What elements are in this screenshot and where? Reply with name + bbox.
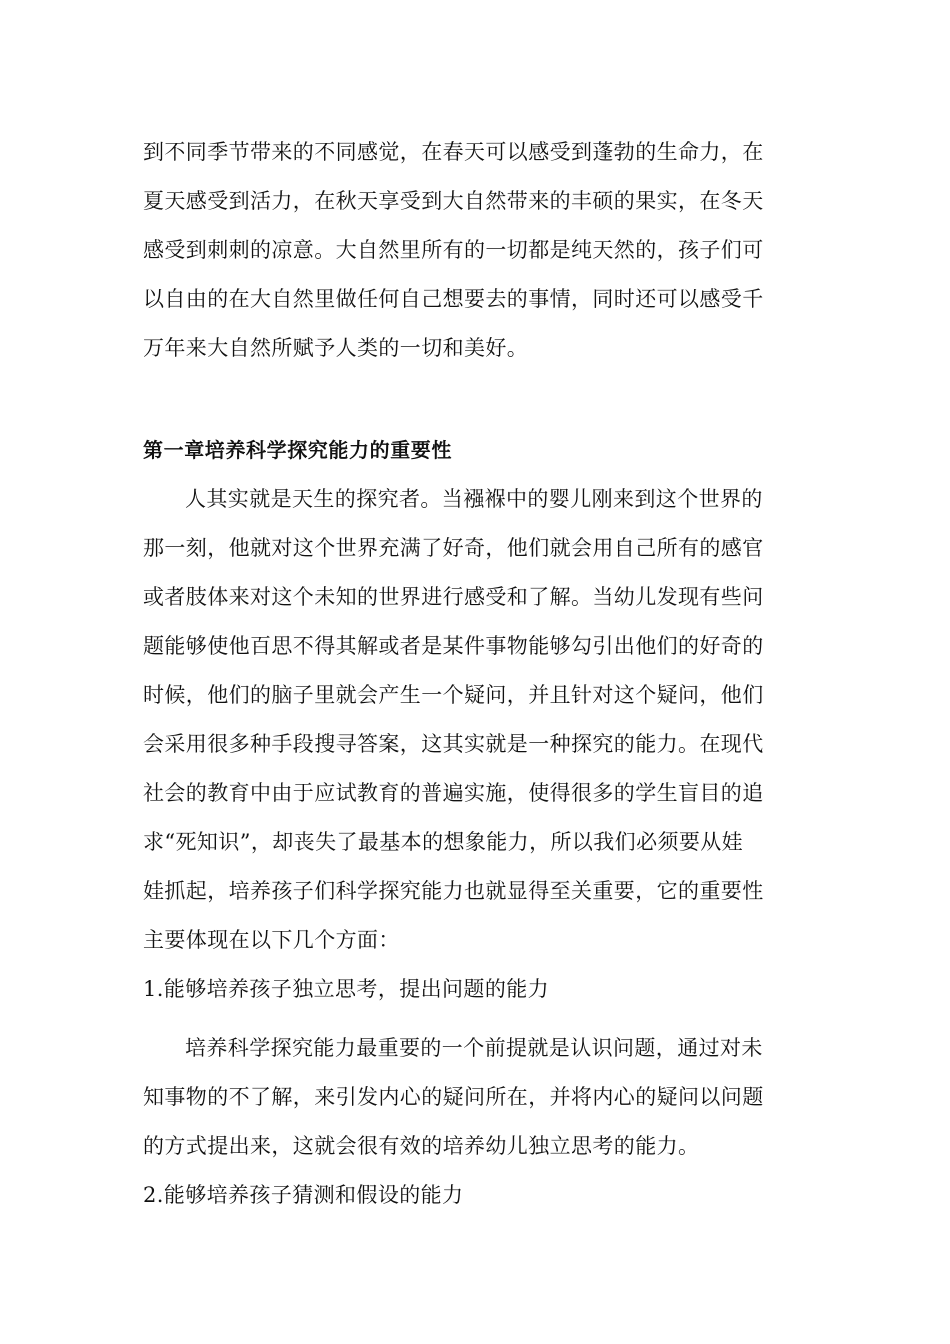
text-line: 培养科学探究能力最重要的一个前提就是认识问题，通过对未 [185,1036,763,1060]
text-line: 感受到刺刺的凉意。大自然里所有的一切都是纯天然的，孩子们可 [143,238,764,262]
text-line: 娃抓起，培养孩子们科学探究能力也就显得至关重要，它的重要性 [143,879,764,903]
text-line: 以自由的在大自然里做任何自己想要去的事情，同时还可以感受千 [143,287,764,311]
text-line: 万年来大自然所赋予人类的一切和美好。 [143,336,529,360]
text-line: 知事物的不了解，来引发内心的疑问所在，并将内心的疑问以问题 [143,1085,764,1109]
text-line: 夏天感受到活力，在秋天享受到大自然带来的丰硕的果实，在冬天 [143,189,764,213]
text-line: 求“死知识”，却丧失了最基本的想象能力，所以我们必须要从娃 [143,830,744,854]
text-line: 那一刻，他就对这个世界充满了好奇，他们就会用自己所有的感官 [143,536,764,560]
text-line: 或者肢体来对这个未知的世界进行感受和了解。当幼儿发现有些问 [143,585,764,609]
text-line: 社会的教育中由于应试教育的普遍实施，使得很多的学生盲目的追 [143,781,764,805]
text-line: 的方式提出来，这就会很有效的培养幼儿独立思考的能力。 [143,1134,700,1158]
text-line: 时候，他们的脑子里就会产生一个疑问，并且针对这个疑问，他们 [143,683,764,707]
section-2-title: 2.能够培养孩子猜测和假设的能力 [143,1183,464,1207]
text-line: 人其实就是天生的探究者。当襁褓中的婴儿刚来到这个世界的 [185,487,763,511]
section-1-title: 1.能够培养孩子独立思考，提出问题的能力 [143,977,550,1001]
text-line: 到不同季节带来的不同感觉，在春天可以感受到蓬勃的生命力，在 [143,140,764,164]
text-line: 会采用很多种手段搜寻答案，这其实就是一种探究的能力。在现代 [143,732,764,756]
chapter-heading: 第一章培养科学探究能力的重要性 [143,438,452,462]
text-line: 题能够使他百思不得其解或者是某件事物能够勾引出他们的好奇的 [143,634,764,658]
text-line: 主要体现在以下几个方面： [143,928,400,952]
